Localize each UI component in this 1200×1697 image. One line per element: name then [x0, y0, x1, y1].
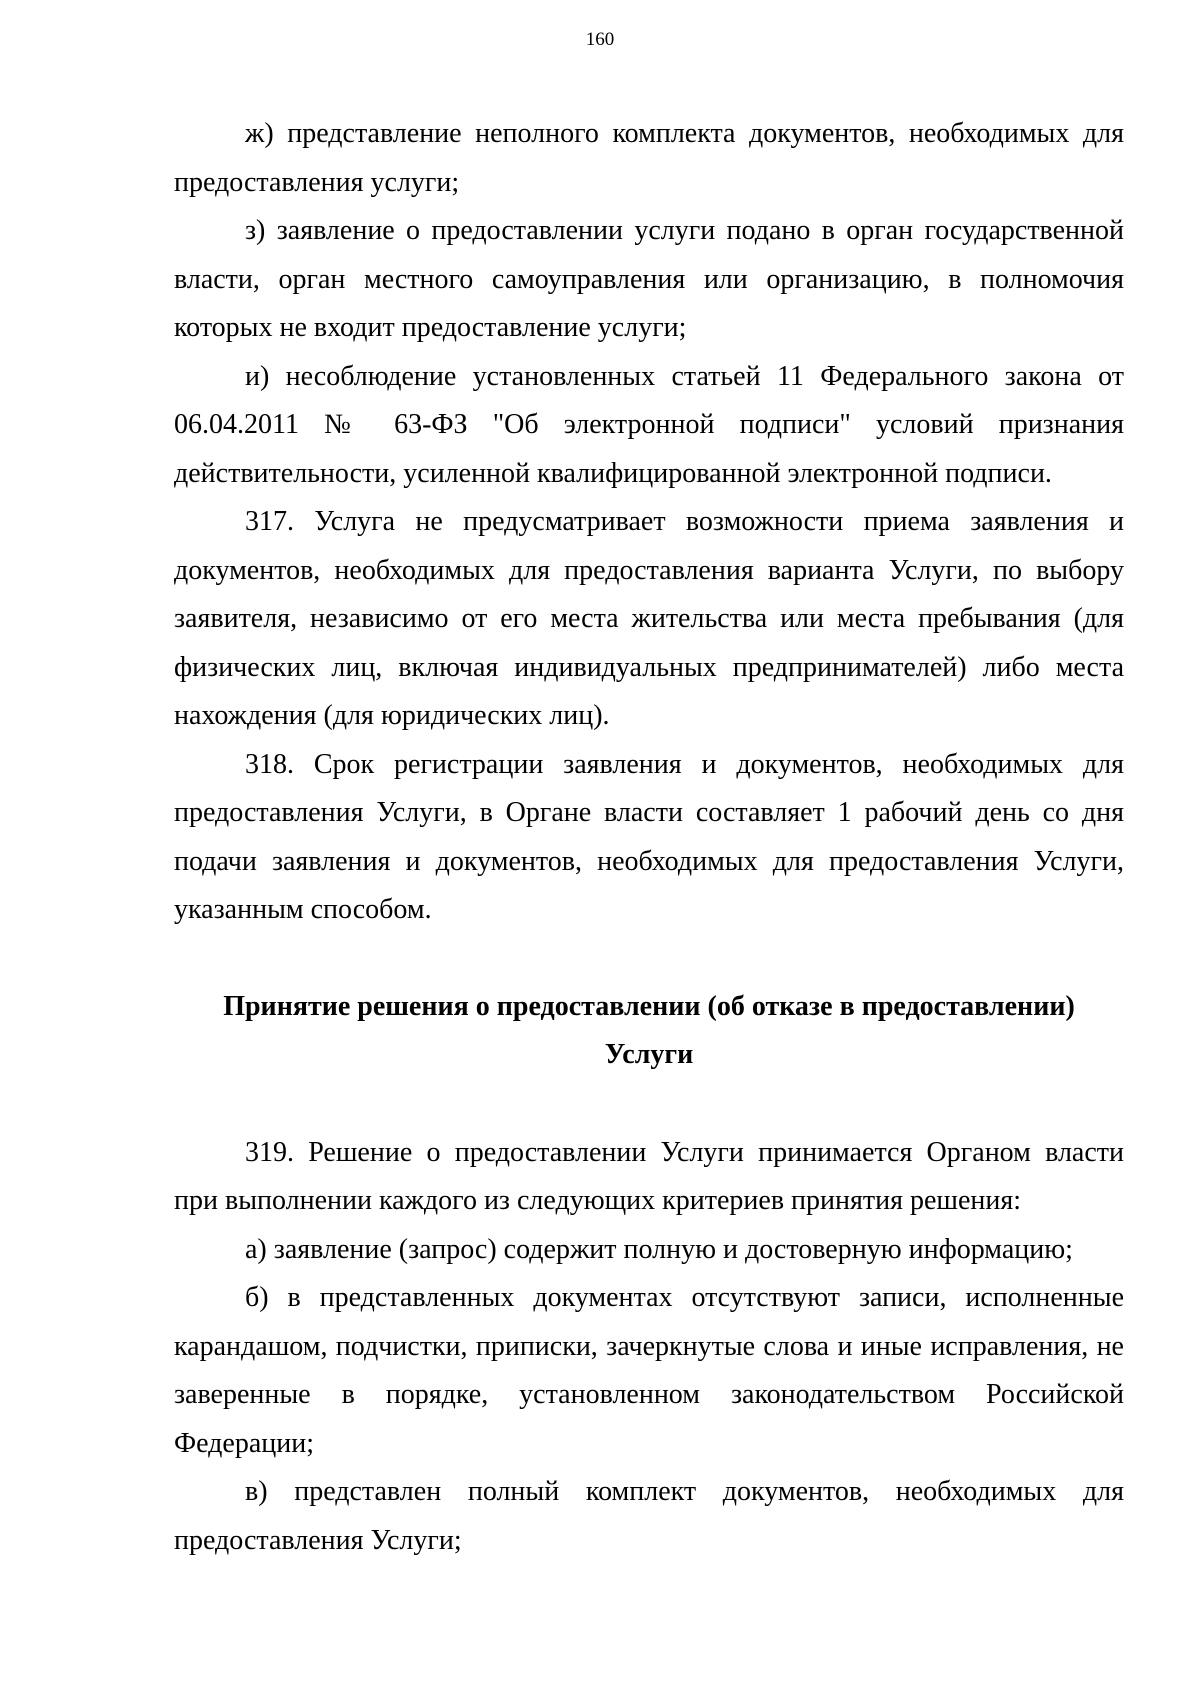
paragraph-zh: ж) представление неполного комплекта документов, необходимых для предоставления услуги; [174, 118, 1124, 198]
paragraph-a: а) заявление (запрос) содержит полную и достоверную информацию; [245, 1233, 1073, 1265]
section-heading-line-1: Принятие решения о предоставлении (об отказе в предоставлении) [223, 990, 1075, 1022]
paragraph-z: з) заявление о предоставлении услуги подано в орган государственной власти, орган местного самоуправления или организацию, в полномочия которых не входит предоставление услуги; [174, 215, 1124, 343]
spacer [174, 1080, 1124, 1129]
section-heading-line-2: Услуги [604, 1039, 694, 1070]
page-number: 160 [585, 29, 615, 50]
paragraph-319: 319. Решение о предоставлении Услуги принимается Органом власти при выполнении каждого из следующих критериев принятия решения: [174, 1136, 1124, 1216]
paragraph-317: 317. Услуга не предусматривает возможности приема заявления и документов, необходимых для предоставления варианта Услуги, по выбору заявителя, независимо от его места жительства или места пребывания (для физических лиц, включая индивидуальных предпринимателей) либо места нахождения (для юридических лиц). [174, 506, 1124, 731]
document-body [174, 110, 1124, 1565]
spacer [174, 935, 1124, 983]
paragraph-v: в) представлен полный комплект документов, необходимых для предоставления Услуги; [174, 1476, 1124, 1556]
paragraph-318: 318. Срок регистрации заявления и документов, необходимых для предоставления Услуги, в Органе власти составляет 1 рабочий день со дня подачи заявления и документов, необходимых для предоставления Услуги, указанным способом. [174, 748, 1124, 925]
paragraph-i: и) несоблюдение установленных статьей 11 Федерального закона от 06.04.2011 № 63-ФЗ "Об электронной подписи" условий признания действительности, усиленной квалифицированной электронной подписи. [174, 360, 1124, 489]
paragraph-b: б) в представленных документах отсутствуют записи, исполненные карандашом, подчистки, приписки, зачеркнутые слова и иные исправления, не заверенные в порядке, установленном законодательством Российской Федерации; [174, 1282, 1124, 1459]
